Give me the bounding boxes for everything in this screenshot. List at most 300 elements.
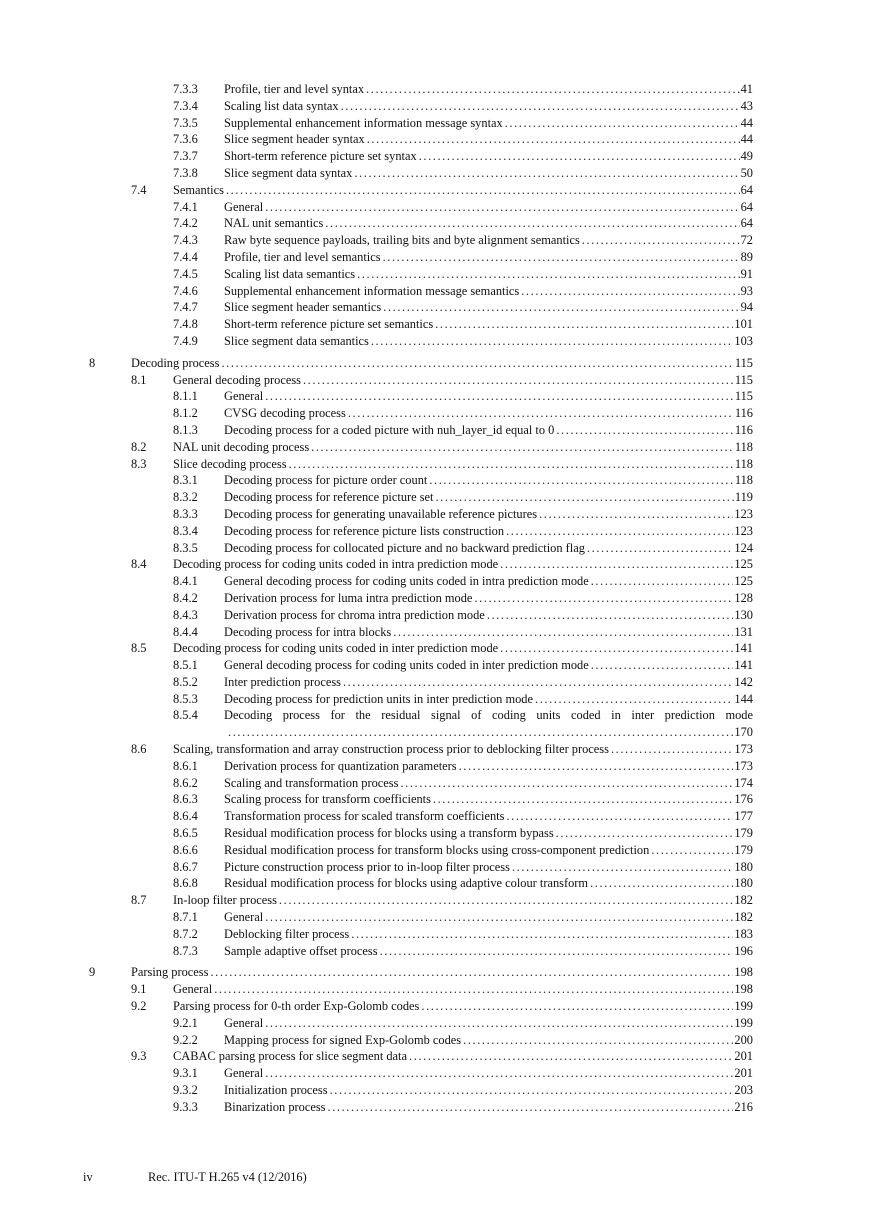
leader-dots: [582, 232, 740, 249]
toc-entry[interactable]: [0, 964, 869, 981]
toc-entry-number: 9.3.1: [173, 1066, 198, 1081]
toc-entry[interactable]: [0, 249, 869, 266]
toc-entry[interactable]: [0, 506, 869, 523]
toc-entry[interactable]: [0, 875, 869, 892]
toc-entry-number: 7.3.4: [173, 98, 198, 113]
toc-entry[interactable]: [0, 657, 869, 674]
toc-entry[interactable]: [0, 299, 869, 316]
leader-dots: [265, 199, 739, 216]
toc-entry-page: 176: [734, 792, 753, 807]
toc-entry-page: 180: [734, 859, 753, 874]
leader-dots: [512, 859, 733, 876]
toc-entry-page: 180: [734, 876, 753, 891]
leader-dots: [474, 590, 733, 607]
toc-entry[interactable]: [0, 333, 869, 350]
toc-entry[interactable]: [0, 472, 869, 489]
footer-page-number: iv: [83, 1170, 93, 1184]
toc-entry-page: 198: [734, 982, 753, 997]
leader-dots: [590, 875, 733, 892]
toc-entry-page: 44: [740, 132, 753, 147]
toc-entry-number: 8.7: [131, 893, 147, 908]
leader-dots: [221, 355, 733, 372]
toc-entry-title: Short-term reference picture set syntax: [224, 149, 417, 164]
leader-dots: [487, 607, 734, 624]
toc-entry-page: 116: [734, 422, 753, 437]
toc-entry[interactable]: [0, 758, 869, 775]
toc-entry-number: 8.3.3: [173, 506, 198, 521]
toc-entry-number: 8.6.1: [173, 758, 198, 773]
toc-entry-title: General: [173, 982, 213, 997]
toc-entry-number: 7.4.7: [173, 300, 198, 315]
toc-entry[interactable]: [0, 316, 869, 333]
leader-dots: [535, 691, 733, 708]
leader-dots: [591, 657, 734, 674]
toc-entry-title: Residual modification process for transform blocks using cross-component prediction: [224, 842, 650, 857]
toc-entry[interactable]: [0, 691, 869, 708]
toc-entry-page: 115: [734, 389, 753, 404]
leader-dots: [433, 791, 734, 808]
toc-entry-title: CVSG decoding process: [224, 406, 346, 421]
toc-entry-page: 94: [740, 300, 753, 315]
leader-dots: [330, 1082, 734, 1099]
toc-entry-number: 8.6: [131, 742, 147, 757]
leader-dots: [521, 283, 739, 300]
toc-entry-page: 200: [734, 1032, 753, 1047]
toc-entry-number: 7.3.7: [173, 149, 198, 164]
toc-entry-title: Decoding process for collocated picture and no backward prediction flag: [224, 540, 585, 555]
toc-entry-number: 8.6.4: [173, 809, 198, 824]
toc-entry-page: 141: [734, 658, 753, 673]
leader-dots: [279, 892, 733, 909]
toc-entry[interactable]: [0, 540, 869, 557]
toc-entry-page: 182: [734, 910, 753, 925]
toc-entry[interactable]: [0, 640, 869, 657]
toc-entry-number: 9.2.1: [173, 1015, 198, 1030]
toc-entry-title: Mapping process for signed Exp-Golomb codes: [224, 1032, 462, 1047]
toc-entry[interactable]: [0, 1065, 869, 1082]
toc-entry-title: Scaling process for transform coefficients: [224, 792, 431, 807]
footer-document-title: Rec. ITU-T H.265 v4 (12/2016): [148, 1170, 307, 1184]
leader-dots: [383, 249, 740, 266]
toc-entry-title: Slice segment data syntax: [224, 165, 353, 180]
toc-entry[interactable]: [0, 115, 869, 132]
leader-dots: [500, 640, 733, 657]
toc-entry-title: General: [224, 1015, 264, 1030]
toc-entry-number: 8.3.2: [173, 490, 198, 505]
toc-entry-page: 125: [734, 574, 753, 589]
toc-entry-page: 64: [740, 216, 753, 231]
toc-entry[interactable]: [0, 707, 869, 724]
toc-entry-page: 199: [734, 999, 753, 1014]
toc-entry[interactable]: [0, 523, 869, 540]
toc-entry-page: 174: [734, 775, 753, 790]
toc-entry-title: Scaling list data syntax: [224, 98, 339, 113]
toc-entry[interactable]: [0, 1099, 869, 1116]
leader-dots: [265, 909, 733, 926]
toc-entry-number: 8.3.1: [173, 473, 198, 488]
toc-entry[interactable]: [0, 981, 869, 998]
toc-entry[interactable]: [0, 1032, 869, 1049]
leader-dots: [325, 215, 739, 232]
toc-entry-title: CABAC parsing process for slice segment data: [173, 1049, 407, 1064]
toc-entry-continuation: [0, 724, 869, 741]
toc-entry-page: 41: [740, 82, 753, 96]
toc-entry-title: Derivation process for chroma intra prediction mode: [224, 607, 485, 622]
toc-entry-page: 43: [740, 98, 753, 113]
toc-entry[interactable]: [0, 182, 869, 199]
toc-entry-page: 116: [734, 406, 753, 421]
toc-entry[interactable]: [0, 998, 869, 1015]
toc-entry-title: General: [224, 389, 264, 404]
toc-entry-title: Profile, tier and level syntax: [224, 82, 365, 96]
toc-entry-number: 7.3.3: [173, 82, 198, 96]
toc-entry-page: 144: [734, 691, 753, 706]
leader-dots: [591, 573, 734, 590]
toc-entry-title: Decoding process for picture order count: [224, 473, 428, 488]
toc-entry[interactable]: [0, 791, 869, 808]
toc-entry-title: Binarization process: [224, 1099, 326, 1114]
toc-entry-page: 179: [734, 842, 753, 857]
toc-entry[interactable]: [0, 148, 869, 165]
toc-entry-title: Supplemental enhancement information message syntax: [224, 115, 503, 130]
toc-entry[interactable]: [0, 674, 869, 691]
toc-entry[interactable]: [0, 215, 869, 232]
leader-dots: [303, 372, 734, 389]
toc-entry-number: 8.5.3: [173, 691, 198, 706]
leader-dots: [400, 775, 733, 792]
leader-dots: [380, 943, 734, 960]
leader-dots: [393, 624, 733, 641]
toc-entry[interactable]: [0, 81, 869, 98]
toc-entry-title: Slice segment data semantics: [224, 333, 369, 348]
toc-entry-number: 8.4: [131, 557, 147, 572]
toc-entry[interactable]: [0, 590, 869, 607]
toc-entry-title: Picture construction process prior to in-loop filter process: [224, 859, 510, 874]
toc-entry-title: General decoding process: [173, 372, 301, 387]
leader-dots: [506, 523, 733, 540]
toc-entry-number: 8: [89, 355, 96, 370]
toc-entry-number: 7.4.8: [173, 317, 198, 332]
toc-entry-page: 179: [734, 826, 753, 841]
leader-dots: [311, 439, 734, 456]
toc-entry-title: General decoding process for coding units coded in intra prediction mode: [224, 574, 589, 589]
toc-entry-title: Slice segment header syntax: [224, 132, 365, 147]
toc-entry-number: 9.3.3: [173, 1099, 198, 1114]
toc-entry-number: 9.2: [131, 999, 147, 1014]
toc-entry[interactable]: [0, 266, 869, 283]
toc-entry-number: 8.3.4: [173, 523, 198, 538]
toc-entry-number: 8.7.3: [173, 943, 198, 958]
toc-entry-number: 9.3: [131, 1049, 147, 1064]
toc-entry-title: Initialization process: [224, 1083, 328, 1098]
toc-entry-number: 8.7.2: [173, 926, 198, 941]
toc-entry-page: 101: [734, 317, 753, 332]
toc-entry-number: 8.5.4: [173, 708, 198, 723]
toc-entry-number: 7.4.3: [173, 233, 198, 248]
leader-dots: [214, 981, 733, 998]
toc-entry-page: 201: [734, 1049, 753, 1064]
toc-entry-title: Parsing process: [131, 965, 209, 980]
toc-entry-page: 203: [734, 1083, 753, 1098]
toc-entry-number: 8.3: [131, 456, 147, 471]
toc-entry-number: 8.6.7: [173, 859, 198, 874]
leader-dots: [421, 998, 733, 1015]
toc-entry-page: 103: [734, 333, 753, 348]
leader-dots: [354, 165, 739, 182]
toc-entry-title: Decoding process for coding units coded in inter prediction mode: [173, 641, 499, 656]
toc-entry-title: Deblocking filter process: [224, 926, 350, 941]
toc-entry-page: 89: [740, 249, 753, 264]
toc-entry-page: 141: [734, 641, 753, 656]
toc-entry-page: 123: [734, 506, 753, 521]
toc-entry[interactable]: [0, 405, 869, 422]
toc-entry-title: Decoding process for a coded picture with nuh_layer_id equal to 0: [224, 422, 555, 437]
toc-entry-title: Decoding process for reference picture set: [224, 490, 434, 505]
toc-entry[interactable]: [0, 943, 869, 960]
toc-entry-page: 199: [734, 1015, 753, 1030]
toc-entry-title: Parsing process for 0-th order Exp-Golomb codes: [173, 999, 420, 1014]
toc-entry-number: 8.6.5: [173, 826, 198, 841]
toc-entry-number: 8.6.8: [173, 876, 198, 891]
toc-entry-number: 8.6.2: [173, 775, 198, 790]
leader-dots: [343, 674, 733, 691]
toc-entry-title: Decoding process: [131, 355, 220, 370]
toc-entry-title: Short-term reference picture set semantics: [224, 317, 434, 332]
leader-dots: [463, 1032, 733, 1049]
leader-dots: [419, 148, 740, 165]
toc-entry[interactable]: [0, 892, 869, 909]
toc-entry-number: 9: [89, 965, 96, 980]
leader-dots: [265, 388, 734, 405]
toc-entry-page: 201: [734, 1066, 753, 1081]
toc-entry-title: General: [224, 910, 264, 925]
toc-entry-number: 7.4.1: [173, 199, 198, 214]
toc-entry[interactable]: [0, 1048, 869, 1065]
toc-entry-title: Raw byte sequence payloads, trailing bits and byte alignment semantics: [224, 233, 580, 248]
toc-entry-page: 72: [740, 233, 753, 248]
toc-entry-title: Supplemental enhancement information message semantics: [224, 283, 520, 298]
toc-entry-title: NAL unit semantics: [224, 216, 324, 231]
toc-entry[interactable]: [0, 624, 869, 641]
toc-entry-page: 198: [734, 965, 753, 980]
toc-entry-page: 130: [734, 607, 753, 622]
toc-entry-title: Transformation process for scaled transform coefficients: [224, 809, 505, 824]
toc-entry-number: 8.3.5: [173, 540, 198, 555]
toc-entry-title: Decoding process for intra blocks: [224, 624, 392, 639]
toc-entry-number: 7.3.6: [173, 132, 198, 147]
toc-entry-number: 8.7.1: [173, 910, 198, 925]
toc-entry-title: Derivation process for luma intra prediction mode: [224, 590, 473, 605]
toc-entry-number: 8.4.1: [173, 574, 198, 589]
toc-entry-title: Scaling and transformation process: [224, 775, 399, 790]
toc-entry-number: 7.4.4: [173, 249, 198, 264]
toc-entry[interactable]: [0, 556, 869, 573]
leader-dots: [556, 825, 734, 842]
leader-dots: [348, 405, 734, 422]
toc-entry-number: 8.1.1: [173, 389, 198, 404]
toc-entry-title: Residual modification process for blocks using adaptive colour transform: [224, 876, 589, 891]
toc-entry-title: Inter prediction process: [224, 674, 341, 689]
leader-dots: [341, 98, 740, 115]
toc-entry-title: Profile, tier and level semantics: [224, 249, 381, 264]
toc-entry-title: General: [224, 1066, 264, 1081]
toc-entry-number: 7.3.8: [173, 165, 198, 180]
toc-entry-number: 7.3.5: [173, 115, 198, 130]
leader-dots: [459, 758, 734, 775]
toc-entry-page: 119: [734, 490, 753, 505]
toc-entry-title: Decoding process for the residual signal of coding units coded in inter prediction mode: [224, 708, 753, 723]
toc-entry[interactable]: [0, 439, 869, 456]
toc-entry-page: 131: [734, 624, 753, 639]
toc-entry-number: 9.1: [131, 982, 147, 997]
toc-entry-title: Semantics: [173, 182, 224, 197]
toc-entry-number: 8.2: [131, 439, 147, 454]
toc-entry-number: 8.4.2: [173, 590, 198, 605]
leader-dots: [429, 472, 734, 489]
toc-entry-page: 115: [734, 372, 753, 387]
toc-entry[interactable]: [0, 199, 869, 216]
toc-entry-title: In-loop filter process: [173, 893, 277, 908]
toc-entry[interactable]: [0, 859, 869, 876]
leader-dots: [265, 1015, 733, 1032]
toc-entry-number: 7.4: [131, 182, 147, 197]
toc-entry-number: 8.5.1: [173, 658, 198, 673]
toc-entry-title: Residual modification process for blocks using a transform bypass: [224, 826, 554, 841]
toc-entry[interactable]: [0, 355, 869, 372]
toc-entry-page: 128: [734, 590, 753, 605]
page-footer: [0, 1170, 869, 1188]
leader-dots: [210, 964, 733, 981]
toc-entry-title: Slice segment header semantics: [224, 300, 382, 315]
toc-entry-title: Slice decoding process: [173, 456, 287, 471]
toc-entry[interactable]: [0, 926, 869, 943]
toc-entry-page: 216: [734, 1099, 753, 1114]
toc-entry-title: Decoding process for prediction units in inter prediction mode: [224, 691, 533, 706]
toc-entry[interactable]: [0, 842, 869, 859]
toc-entry-page: 177: [734, 809, 753, 824]
toc-entry[interactable]: [0, 489, 869, 506]
leader-dots: [500, 556, 733, 573]
toc-entry-title: Decoding process for coding units coded in intra prediction mode: [173, 557, 499, 572]
toc-entry-title: NAL unit decoding process: [173, 439, 310, 454]
toc-entry-page: 142: [734, 674, 753, 689]
toc-entry[interactable]: [0, 388, 869, 405]
leader-dots: [226, 182, 740, 199]
toc-entry[interactable]: [0, 456, 869, 473]
toc-entry-page: 183: [734, 926, 753, 941]
toc-entry-number: 8.1.3: [173, 422, 198, 437]
toc-entry-number: 8.6.6: [173, 842, 198, 857]
toc-entry-page: 49: [740, 149, 753, 164]
toc-entry-number: 8.1: [131, 372, 147, 387]
toc-entry[interactable]: [0, 131, 869, 148]
toc-entry[interactable]: [0, 775, 869, 792]
toc-entry-title: General decoding process for coding units coded in inter prediction mode: [224, 658, 589, 673]
toc-entry[interactable]: [0, 607, 869, 624]
toc-entry-number: 7.4.6: [173, 283, 198, 298]
toc-entry[interactable]: [0, 283, 869, 300]
toc-entry[interactable]: [0, 98, 869, 115]
toc-entry-title: Derivation process for quantization parameters: [224, 758, 457, 773]
leader-dots: [436, 489, 734, 506]
leader-dots: [351, 926, 733, 943]
leader-dots: [556, 422, 734, 439]
toc-entry-title: Decoding process for reference picture lists construction: [224, 523, 505, 538]
toc-entry-title: Scaling list data semantics: [224, 266, 356, 281]
toc-entry-page: 170: [734, 725, 753, 740]
leader-dots: [289, 456, 734, 473]
toc-entry-number: 9.2.2: [173, 1032, 198, 1047]
toc-entry-page: 118: [734, 439, 753, 454]
toc-entry-page: 44: [740, 115, 753, 130]
toc-entry-page: 182: [734, 893, 753, 908]
toc-entry[interactable]: [0, 808, 869, 825]
toc-entry-page: 173: [734, 758, 753, 773]
toc-entry[interactable]: [0, 372, 869, 389]
leader-dots: [409, 1048, 733, 1065]
toc-entry-page: 64: [740, 182, 753, 197]
leader-dots: [383, 299, 739, 316]
toc-entry-number: 7.4.5: [173, 266, 198, 281]
leader-dots: [651, 842, 733, 859]
toc-entry[interactable]: [0, 909, 869, 926]
toc-entry-page: 196: [734, 943, 753, 958]
leader-dots: [435, 316, 733, 333]
toc-entry-number: 7.4.2: [173, 216, 198, 231]
toc-entry[interactable]: [0, 232, 869, 249]
toc-entry[interactable]: [0, 422, 869, 439]
toc-entry-page: 125: [734, 557, 753, 572]
toc-entry[interactable]: [0, 741, 869, 758]
toc-entry-page: 64: [740, 199, 753, 214]
leader-dots: [265, 1065, 733, 1082]
toc-entry[interactable]: [0, 573, 869, 590]
leader-dots: [367, 131, 740, 148]
toc-entry-title: Scaling, transformation and array construction process prior to deblocking filter process: [173, 742, 609, 757]
leader-dots: [371, 333, 734, 350]
toc-entry-page: 91: [740, 266, 753, 281]
toc-entry-number: 8.4.4: [173, 624, 198, 639]
toc-entry-title: Decoding process for generating unavailable reference pictures: [224, 506, 538, 521]
toc-entry-page: 93: [740, 283, 753, 298]
leader-dots: [611, 741, 733, 758]
toc-entry-page: 115: [734, 355, 753, 370]
leader-dots: [328, 1099, 734, 1116]
toc-entry-title: Sample adaptive offset process: [224, 943, 378, 958]
toc-entry[interactable]: [0, 1082, 869, 1099]
leader-dots: [366, 81, 740, 98]
toc-entry-number: 8.5: [131, 641, 147, 656]
toc-entry-page: 173: [734, 742, 753, 757]
leader-dots: [587, 540, 733, 557]
toc-entry-page: 123: [734, 523, 753, 538]
toc-entry-page: 124: [734, 540, 753, 555]
toc-entry-page: 50: [740, 165, 753, 180]
leader-dots: [228, 724, 733, 741]
toc-entry-number: 8.6.3: [173, 792, 198, 807]
toc-entry[interactable]: [0, 1015, 869, 1032]
toc-entry[interactable]: [0, 825, 869, 842]
leader-dots: [505, 115, 740, 132]
toc-entry-number: 7.4.9: [173, 333, 198, 348]
toc-entry[interactable]: [0, 165, 869, 182]
toc-entry-number: 8.1.2: [173, 406, 198, 421]
toc-entry-number: 9.3.2: [173, 1083, 198, 1098]
leader-dots: [506, 808, 733, 825]
toc-entry-page: 118: [734, 456, 753, 471]
toc-entry-number: 8.5.2: [173, 674, 198, 689]
table-of-contents: [0, 81, 869, 1116]
